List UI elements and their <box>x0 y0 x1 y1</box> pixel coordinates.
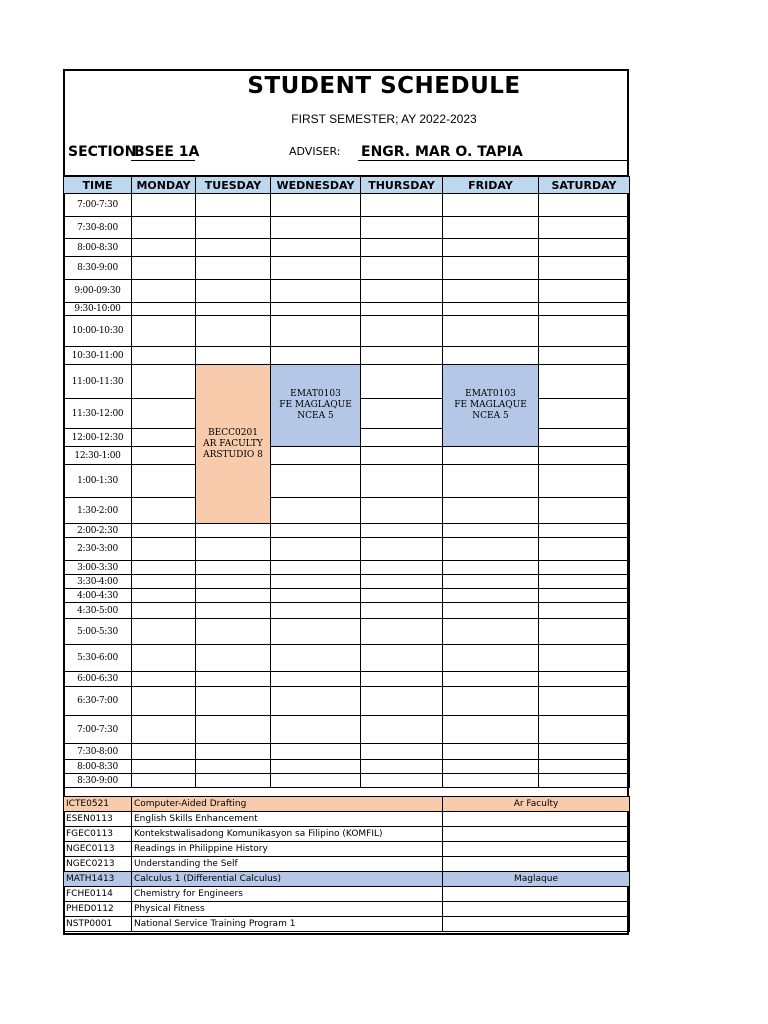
col-header-saturday: SATURDAY <box>539 177 630 194</box>
schedule-cell-saturday <box>539 217 630 239</box>
schedule-cell-saturday <box>539 365 630 399</box>
schedule-cell-saturday <box>539 194 630 217</box>
schedule-cell-saturday <box>539 687 630 716</box>
schedule-cell-monday <box>132 257 196 280</box>
time-row <box>64 447 630 465</box>
course-row <box>64 857 630 872</box>
time-slot: 7:00-7:30 <box>64 194 132 217</box>
schedule-cell-saturday <box>539 316 630 347</box>
schedule-cell-saturday <box>539 347 630 365</box>
adviser-label: ADVISER: <box>289 145 341 158</box>
schedule-cell-tuesday <box>196 760 271 774</box>
schedule-cell-saturday <box>539 447 630 465</box>
schedule-cell-saturday <box>539 716 630 744</box>
course-title: Kontekstwalisadong Komunikasyon sa Filipino (KOMFIL) <box>132 827 443 842</box>
schedule-cell-monday <box>132 603 196 619</box>
schedule-cell-wednesday <box>271 524 361 538</box>
col-header-friday: FRIDAY <box>443 177 539 194</box>
schedule-cell-saturday <box>539 672 630 687</box>
class-block-friday <box>443 365 539 447</box>
schedule-cell-wednesday <box>271 774 361 788</box>
schedule-cell-friday <box>443 603 539 619</box>
schedule-cell-thursday <box>361 447 443 465</box>
time-row <box>64 672 630 687</box>
time-row <box>64 239 630 257</box>
schedule-cell-friday <box>443 465 539 498</box>
schedule-cell-saturday <box>539 619 630 645</box>
schedule-cell-monday <box>132 239 196 257</box>
schedule-cell-monday <box>132 194 196 217</box>
time-row <box>64 316 630 347</box>
course-title: Readings in Philippine History <box>132 842 443 857</box>
schedule-cell-friday <box>443 257 539 280</box>
schedule-cell-tuesday <box>196 194 271 217</box>
course-code: NSTP0001 <box>64 917 132 932</box>
time-row <box>64 774 630 788</box>
schedule-cell-friday <box>443 687 539 716</box>
class-faculty: AR FACULTY <box>203 438 263 449</box>
schedule-cell-wednesday <box>271 672 361 687</box>
col-header-time: TIME <box>64 177 132 194</box>
schedule-cell-saturday <box>539 774 630 788</box>
schedule-cell-tuesday <box>196 774 271 788</box>
schedule-cell-monday <box>132 716 196 744</box>
course-code: ICTE0521 <box>64 797 132 812</box>
course-code: PHED0112 <box>64 902 132 917</box>
schedule-cell-saturday <box>539 575 630 589</box>
schedule-cell-tuesday <box>196 672 271 687</box>
schedule-cell-friday <box>443 589 539 603</box>
schedule-cell-wednesday <box>271 280 361 303</box>
time-row <box>64 217 630 239</box>
schedule-cell-thursday <box>361 257 443 280</box>
schedule-cell-monday <box>132 280 196 303</box>
schedule-cell-wednesday <box>271 760 361 774</box>
schedule-cell-wednesday <box>271 687 361 716</box>
schedule-cell-wednesday <box>271 603 361 619</box>
time-row <box>64 575 630 589</box>
time-slot: 1:30-2:00 <box>64 498 132 524</box>
schedule-cell-monday <box>132 524 196 538</box>
schedule-cell-tuesday <box>196 316 271 347</box>
course-code: MATH1413 <box>64 872 132 887</box>
schedule-cell-saturday <box>539 524 630 538</box>
schedule-cell-thursday <box>361 744 443 760</box>
schedule-cell-friday <box>443 316 539 347</box>
schedule-cell-wednesday <box>271 194 361 217</box>
time-row <box>64 603 630 619</box>
schedule-cell-thursday <box>361 645 443 672</box>
schedule-cell-thursday <box>361 280 443 303</box>
schedule-cell-monday <box>132 316 196 347</box>
schedule-cell-monday <box>132 589 196 603</box>
schedule-cell-thursday <box>361 347 443 365</box>
schedule-cell-thursday <box>361 589 443 603</box>
schedule-grid <box>63 176 630 788</box>
course-faculty <box>443 812 630 827</box>
schedule-cell-wednesday <box>271 465 361 498</box>
schedule-cell-friday <box>443 524 539 538</box>
time-row <box>64 589 630 603</box>
course-row <box>64 827 630 842</box>
schedule-cell-tuesday <box>196 561 271 575</box>
schedule-cell-friday <box>443 760 539 774</box>
time-slot: 8:30-9:00 <box>64 257 132 280</box>
schedule-cell-saturday <box>539 399 630 429</box>
schedule-cell-wednesday <box>271 716 361 744</box>
time-slot: 7:30-8:00 <box>64 744 132 760</box>
schedule-cell-friday <box>443 217 539 239</box>
schedule-cell-monday <box>132 347 196 365</box>
course-faculty <box>443 827 630 842</box>
schedule-cell-wednesday <box>271 538 361 561</box>
col-header-thursday: THURSDAY <box>361 177 443 194</box>
time-slot: 1:00-1:30 <box>64 465 132 498</box>
course-row <box>64 887 630 902</box>
time-slot: 12:00-12:30 <box>64 429 132 447</box>
time-row <box>64 347 630 365</box>
time-slot: 11:00-11:30 <box>64 365 132 399</box>
section-underline <box>131 160 195 161</box>
schedule-cell-monday <box>132 217 196 239</box>
col-header-tuesday: TUESDAY <box>196 177 271 194</box>
course-row <box>64 902 630 917</box>
schedule-cell-friday <box>443 575 539 589</box>
time-slot: 10:00-10:30 <box>64 316 132 347</box>
section-label: SECTION <box>68 144 137 160</box>
schedule-cell-monday <box>132 760 196 774</box>
course-row <box>64 842 630 857</box>
time-slot: 6:30-7:00 <box>64 687 132 716</box>
course-faculty: Ar Faculty <box>443 797 630 812</box>
course-faculty <box>443 902 630 917</box>
time-slot: 6:00-6:30 <box>64 672 132 687</box>
course-title: Physical Fitness <box>132 902 443 917</box>
schedule-cell-monday <box>132 429 196 447</box>
schedule-cell-friday <box>443 716 539 744</box>
grid-body <box>64 194 630 788</box>
page-subtitle: FIRST SEMESTER; AY 2022-2023 <box>291 112 477 126</box>
schedule-cell-saturday <box>539 645 630 672</box>
time-row <box>64 303 630 316</box>
schedule-cell-thursday <box>361 303 443 316</box>
schedule-cell-friday <box>443 303 539 316</box>
schedule-cell-thursday <box>361 217 443 239</box>
schedule-cell-tuesday <box>196 303 271 316</box>
schedule-cell-wednesday <box>271 744 361 760</box>
time-slot: 8:00-8:30 <box>64 760 132 774</box>
schedule-cell-tuesday <box>196 347 271 365</box>
schedule-cell-monday <box>132 575 196 589</box>
class-block-tuesday <box>196 365 271 524</box>
schedule-cell-tuesday <box>196 524 271 538</box>
course-title: Understanding the Self <box>132 857 443 872</box>
time-row <box>64 645 630 672</box>
course-code: NGEC0213 <box>64 857 132 872</box>
schedule-cell-saturday <box>539 589 630 603</box>
schedule-cell-wednesday <box>271 619 361 645</box>
course-faculty <box>443 887 630 902</box>
schedule-cell-tuesday <box>196 603 271 619</box>
adviser-underline <box>358 160 629 161</box>
schedule-cell-thursday <box>361 316 443 347</box>
course-title: Calculus 1 (Differential Calculus) <box>132 872 443 887</box>
schedule-cell-saturday <box>539 561 630 575</box>
course-title: Chemistry for Engineers <box>132 887 443 902</box>
schedule-cell-tuesday <box>196 619 271 645</box>
class-code: EMAT0103 <box>465 389 516 399</box>
schedule-cell-tuesday <box>196 687 271 716</box>
time-row <box>64 465 630 498</box>
schedule-cell-monday <box>132 303 196 316</box>
time-slot: 12:30-1:00 <box>64 447 132 465</box>
time-row <box>64 257 630 280</box>
course-title: National Service Training Program 1 <box>132 917 443 932</box>
time-slot: 2:00-2:30 <box>64 524 132 538</box>
schedule-cell-tuesday <box>196 645 271 672</box>
schedule-cell-tuesday <box>196 538 271 561</box>
schedule-cell-monday <box>132 744 196 760</box>
schedule-cell-wednesday <box>271 645 361 672</box>
schedule-cell-wednesday <box>271 303 361 316</box>
schedule-cell-monday <box>132 465 196 498</box>
schedule-cell-friday <box>443 347 539 365</box>
schedule-cell-tuesday <box>196 589 271 603</box>
class-faculty: FE MAGLAQUE <box>454 400 527 410</box>
course-row <box>64 797 630 812</box>
schedule-cell-saturday <box>539 429 630 447</box>
schedule-cell-friday <box>443 498 539 524</box>
class-room: NCEA 5 <box>472 411 509 421</box>
time-row <box>64 194 630 217</box>
time-row <box>64 744 630 760</box>
schedule-cell-monday <box>132 447 196 465</box>
schedule-cell-friday <box>443 774 539 788</box>
time-slot: 8:30-9:00 <box>64 774 132 788</box>
time-slot: 3:30-4:00 <box>64 575 132 589</box>
adviser-value: ENGR. MAR O. TAPIA <box>361 144 523 160</box>
schedule-cell-tuesday <box>196 239 271 257</box>
time-slot: 11:30-12:00 <box>64 399 132 429</box>
time-row <box>64 760 630 774</box>
schedule-cell-monday <box>132 498 196 524</box>
schedule-cell-friday <box>443 239 539 257</box>
class-faculty: FE MAGLAQUE <box>279 400 352 410</box>
time-row <box>64 619 630 645</box>
time-row <box>64 280 630 303</box>
schedule-cell-friday <box>443 645 539 672</box>
time-slot: 3:00-3:30 <box>64 561 132 575</box>
schedule-cell-monday <box>132 774 196 788</box>
schedule-cell-monday <box>132 365 196 399</box>
course-faculty <box>443 857 630 872</box>
course-list-body <box>64 797 630 932</box>
schedule-cell-tuesday <box>196 217 271 239</box>
schedule-cell-tuesday <box>196 257 271 280</box>
time-slot: 7:30-8:00 <box>64 217 132 239</box>
course-code: FCHE0114 <box>64 887 132 902</box>
schedule-cell-friday <box>443 194 539 217</box>
schedule-cell-tuesday <box>196 575 271 589</box>
schedule-cell-saturday <box>539 744 630 760</box>
grid-header-row <box>64 177 630 194</box>
schedule-cell-wednesday <box>271 589 361 603</box>
schedule-cell-friday <box>443 538 539 561</box>
time-row <box>64 498 630 524</box>
course-row <box>64 812 630 827</box>
schedule-cell-saturday <box>539 280 630 303</box>
course-row <box>64 917 630 932</box>
schedule-cell-thursday <box>361 716 443 744</box>
time-slot: 9:00-09:30 <box>64 280 132 303</box>
schedule-cell-friday <box>443 561 539 575</box>
schedule-cell-thursday <box>361 687 443 716</box>
schedule-cell-thursday <box>361 575 443 589</box>
time-row <box>64 561 630 575</box>
schedule-cell-thursday <box>361 603 443 619</box>
schedule-cell-thursday <box>361 619 443 645</box>
course-title: Computer-Aided Drafting <box>132 797 443 812</box>
schedule-cell-wednesday <box>271 447 361 465</box>
course-code: ESEN0113 <box>64 812 132 827</box>
time-row <box>64 538 630 561</box>
time-slot: 4:00-4:30 <box>64 589 132 603</box>
schedule-cell-thursday <box>361 498 443 524</box>
schedule-cell-thursday <box>361 365 443 399</box>
schedule-cell-thursday <box>361 194 443 217</box>
schedule-cell-friday <box>443 672 539 687</box>
schedule-cell-friday <box>443 744 539 760</box>
schedule-cell-thursday <box>361 239 443 257</box>
schedule-cell-tuesday <box>196 716 271 744</box>
schedule-cell-saturday <box>539 257 630 280</box>
schedule-cell-wednesday <box>271 239 361 257</box>
schedule-cell-saturday <box>539 239 630 257</box>
time-slot: 2:30-3:00 <box>64 538 132 561</box>
class-room: NCEA 5 <box>297 411 334 421</box>
schedule-cell-wednesday <box>271 498 361 524</box>
schedule-cell-thursday <box>361 465 443 498</box>
schedule-cell-saturday <box>539 538 630 561</box>
schedule-cell-monday <box>132 645 196 672</box>
schedule-cell-wednesday <box>271 316 361 347</box>
class-block-wednesday <box>271 365 361 447</box>
col-header-wednesday: WEDNESDAY <box>271 177 361 194</box>
schedule-cell-saturday <box>539 303 630 316</box>
schedule-cell-thursday <box>361 399 443 429</box>
course-list <box>63 796 630 932</box>
course-faculty: Maglaque <box>443 872 630 887</box>
schedule-cell-wednesday <box>271 561 361 575</box>
course-title: English Skills Enhancement <box>132 812 443 827</box>
schedule-cell-wednesday <box>271 217 361 239</box>
schedule-cell-monday <box>132 538 196 561</box>
schedule-cell-thursday <box>361 538 443 561</box>
schedule-cell-saturday <box>539 760 630 774</box>
schedule-cell-wednesday <box>271 575 361 589</box>
time-slot: 5:00-5:30 <box>64 619 132 645</box>
course-row <box>64 872 630 887</box>
course-faculty <box>443 917 630 932</box>
page-title: STUDENT SCHEDULE <box>247 73 521 99</box>
schedule-cell-saturday <box>539 603 630 619</box>
schedule-cell-saturday <box>539 498 630 524</box>
schedule-cell-saturday <box>539 465 630 498</box>
class-code: EMAT0103 <box>290 389 341 399</box>
section-value: BSEE 1A <box>134 144 200 160</box>
schedule-cell-friday <box>443 447 539 465</box>
class-code: BECC0201 <box>208 427 258 438</box>
schedule-cell-friday <box>443 619 539 645</box>
time-slot: 8:00-8:30 <box>64 239 132 257</box>
course-faculty <box>443 842 630 857</box>
time-slot: 10:30-11:00 <box>64 347 132 365</box>
time-slot: 5:30-6:00 <box>64 645 132 672</box>
schedule-cell-thursday <box>361 429 443 447</box>
schedule-cell-thursday <box>361 760 443 774</box>
schedule-cell-monday <box>132 619 196 645</box>
time-row <box>64 524 630 538</box>
schedule-cell-tuesday <box>196 280 271 303</box>
time-slot: 4:30-5:00 <box>64 603 132 619</box>
time-row <box>64 716 630 744</box>
schedule-cell-monday <box>132 399 196 429</box>
time-slot: 7:00-7:30 <box>64 716 132 744</box>
schedule-cell-thursday <box>361 561 443 575</box>
class-room: ARSTUDIO 8 <box>203 449 263 460</box>
schedule-cell-friday <box>443 280 539 303</box>
schedule-cell-thursday <box>361 774 443 788</box>
col-header-monday: MONDAY <box>132 177 196 194</box>
time-slot: 9:30-10:00 <box>64 303 132 316</box>
schedule-cell-wednesday <box>271 347 361 365</box>
schedule-cell-thursday <box>361 672 443 687</box>
schedule-cell-monday <box>132 687 196 716</box>
course-code: FGEC0113 <box>64 827 132 842</box>
schedule-cell-thursday <box>361 524 443 538</box>
schedule-cell-monday <box>132 561 196 575</box>
schedule-cell-monday <box>132 672 196 687</box>
schedule-cell-tuesday <box>196 744 271 760</box>
schedule-cell-wednesday <box>271 257 361 280</box>
time-row <box>64 365 630 399</box>
course-code: NGEC0113 <box>64 842 132 857</box>
time-row <box>64 687 630 716</box>
